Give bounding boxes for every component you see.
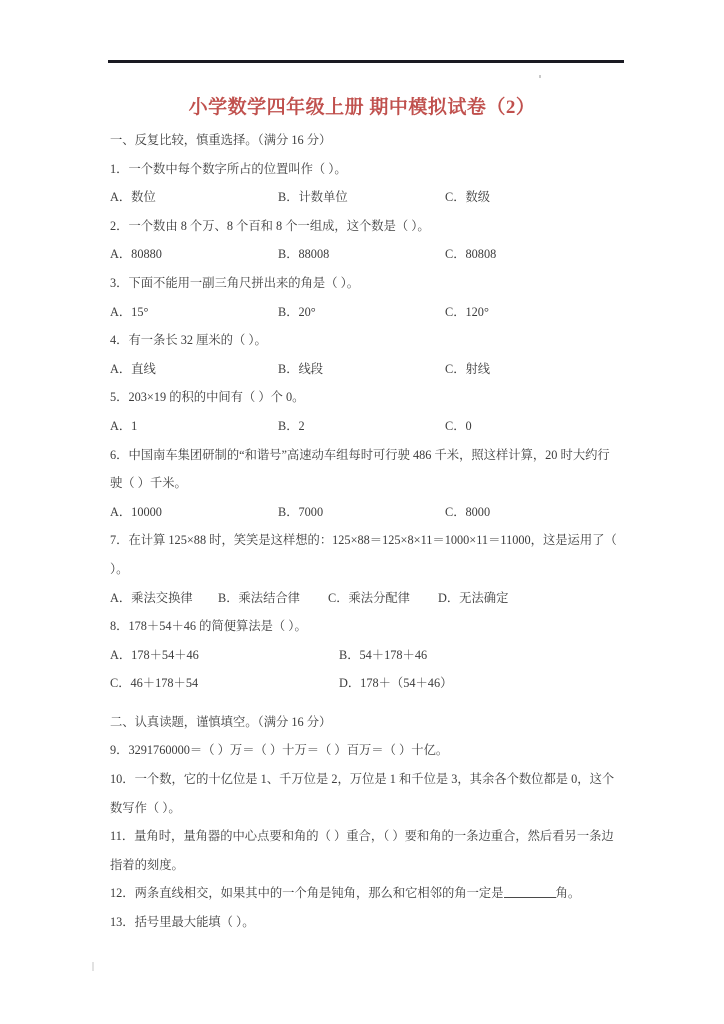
option-d[interactable]: D．无法确定 [438,590,509,605]
option-a[interactable]: A．乘法交换律 [110,590,193,605]
option-a[interactable]: A．15° [110,304,149,319]
section-gap [110,698,618,708]
option-a[interactable]: A．80880 [110,247,162,262]
header-rule [108,60,624,63]
option-a[interactable]: A．1 [110,418,138,433]
option-c[interactable]: C．0 [445,418,472,433]
question-6-options [110,498,618,527]
option-c[interactable]: C．数级 [445,190,491,205]
question-7-text: 7．在计算 125×88 时，笑笑是这样想的：125×88＝125×8×11＝1000×11＝11000，这是运用了（ ）。 [110,533,617,576]
section-heading-2: 二、认真读题，谨慎填空。（满分 16 分） [110,714,332,729]
option-c[interactable]: C．射线 [445,361,491,376]
fill-in-blank[interactable] [504,885,556,898]
option-a[interactable]: A．直线 [110,361,156,376]
option-d[interactable]: D．178＋（54＋46） [339,676,453,691]
question-13-text: 13．括号里最大能填（ ）。 [110,915,255,930]
option-a[interactable]: A．10000 [110,504,162,519]
question-4-text: 4．有一条长 32 厘米的（ ）。 [110,333,267,348]
question-1-text: 1．一个数中每个数字所占的位置叫作（ ）。 [110,161,347,176]
option-b[interactable]: B．线段 [278,361,324,376]
question-8-text: 8．178＋54＋46 的简便算法是（ ）。 [110,619,307,634]
question-8-options-row2 [110,669,618,698]
question-3-text: 3．下面不能用一副三角尺拼出来的角是（ ）。 [110,275,360,290]
question-2-options [110,240,618,269]
question-2-text: 2．一个数由 8 个万、8 个百和 8 个一组成，这个数是（ ）。 [110,218,430,233]
question-8-options-row1 [110,641,618,670]
question-12-text-post: 角。 [555,886,581,901]
option-b[interactable]: B．计数单位 [278,190,348,205]
option-c[interactable]: C．120° [445,304,489,319]
question-3-options [110,298,618,327]
question-7-options [110,584,618,613]
option-c[interactable]: C．80808 [445,247,497,262]
question-5-text: 5．203×19 的积的中间有（ ）个 0。 [110,390,305,405]
question-9-text: 9．3291760000＝（ ）万＝（ ）十万＝（ ）百万＝（ ）十亿。 [110,743,449,758]
scan-artifact-mark [92,962,94,971]
page-title: 小学数学四年级上册 期中模拟试卷（2） [188,97,536,118]
question-4-options [110,355,618,384]
option-c[interactable]: C．乘法分配律 [328,590,410,605]
question-12-text-pre: 12．两条直线相交，如果其中的一个角是钝角，那么和它相邻的角一定是 [110,886,504,901]
question-12-text [110,879,618,908]
question-11-text: 11．量角时，量角器的中心点要和角的（ ）重合，（ ）要和角的一条边重合，然后看另一条边指着的刻度。 [110,829,614,872]
question-1-options [110,183,618,212]
question-6-text: 6．中国南车集团研制的“和谐号”高速动车组每时可行驶 486 千米，照这样计算，20 时大约行驶（ ）千米。 [110,447,610,491]
question-10-text: 10．一个数，它的十亿位是 1、千万位是 2，万位是 1 和千位是 3，其余各个数位都是 0，这个数写作（ ）。 [110,772,615,815]
exam-content [110,126,618,937]
option-b[interactable]: B．7000 [278,504,324,519]
option-c[interactable]: C．8000 [445,504,491,519]
option-a[interactable]: A．178＋54＋46 [110,647,199,662]
scan-artifact-dot [539,75,541,78]
option-b[interactable]: B．2 [278,418,305,433]
section-heading-1: 一、反复比较，慎重选择。（满分 16 分） [110,133,332,147]
option-b[interactable]: B．乘法结合律 [218,590,300,605]
option-c[interactable]: C．46＋178＋54 [110,676,199,691]
option-b[interactable]: B．20° [278,304,316,319]
option-a[interactable]: A．数位 [110,190,156,205]
option-b[interactable]: B．88008 [278,247,330,262]
question-5-options [110,412,618,441]
option-b[interactable]: B．54＋178＋46 [339,647,428,662]
